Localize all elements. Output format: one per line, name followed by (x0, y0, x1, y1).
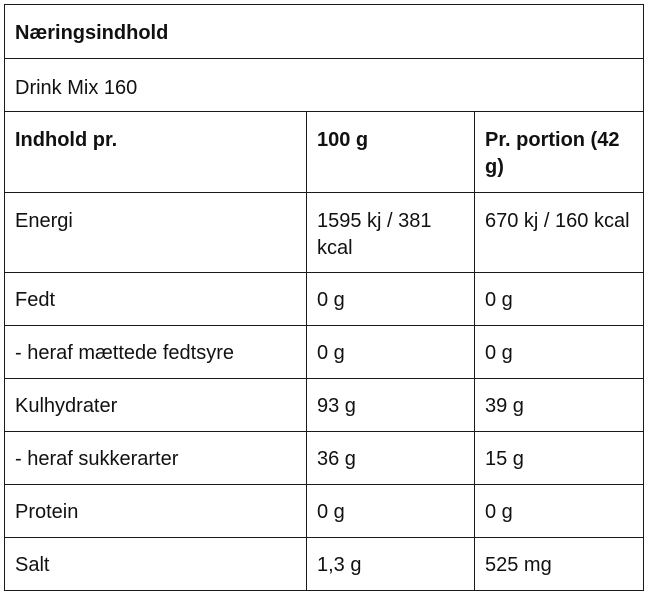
table-row (5, 538, 644, 591)
row-value-100g: 1,3 g (307, 538, 475, 591)
table-row (5, 432, 644, 485)
row-label: Fedt (5, 273, 307, 326)
header-cell-per: Indhold pr. (5, 112, 307, 193)
row-value-portion: 0 g (475, 485, 644, 538)
row-value-portion: 0 g (475, 273, 644, 326)
row-value-portion: 15 g (475, 432, 644, 485)
table-row (5, 485, 644, 538)
row-value-100g: 0 g (307, 485, 475, 538)
row-value-100g: 36 g (307, 432, 475, 485)
row-label: Kulhydrater (5, 379, 307, 432)
row-label: Protein (5, 485, 307, 538)
row-value-portion: 0 g (475, 326, 644, 379)
row-value-100g: 0 g (307, 273, 475, 326)
table-row (5, 193, 644, 273)
product-name-row (5, 59, 644, 112)
row-label: - heraf sukkerarter (5, 432, 307, 485)
table-row (5, 326, 644, 379)
table-title-row (5, 5, 644, 59)
row-value-portion: 670 kj / 160 kcal (475, 193, 644, 273)
table-row (5, 273, 644, 326)
header-cell-100g: 100 g (307, 112, 475, 193)
header-row (5, 112, 644, 193)
nutrition-table-container (4, 4, 643, 589)
nutrition-table (4, 4, 644, 591)
row-value-100g: 0 g (307, 326, 475, 379)
row-value-100g: 93 g (307, 379, 475, 432)
table-row (5, 379, 644, 432)
header-cell-portion: Pr. portion (42 g) (475, 112, 644, 193)
row-value-portion: 39 g (475, 379, 644, 432)
table-title: Næringsindhold (5, 5, 644, 59)
row-label: Energi (5, 193, 307, 273)
row-value-100g: 1595 kj / 381 kcal (307, 193, 475, 273)
product-name: Drink Mix 160 (5, 59, 644, 112)
row-value-portion: 525 mg (475, 538, 644, 591)
row-label: Salt (5, 538, 307, 591)
row-label: - heraf mættede fedtsyre (5, 326, 307, 379)
